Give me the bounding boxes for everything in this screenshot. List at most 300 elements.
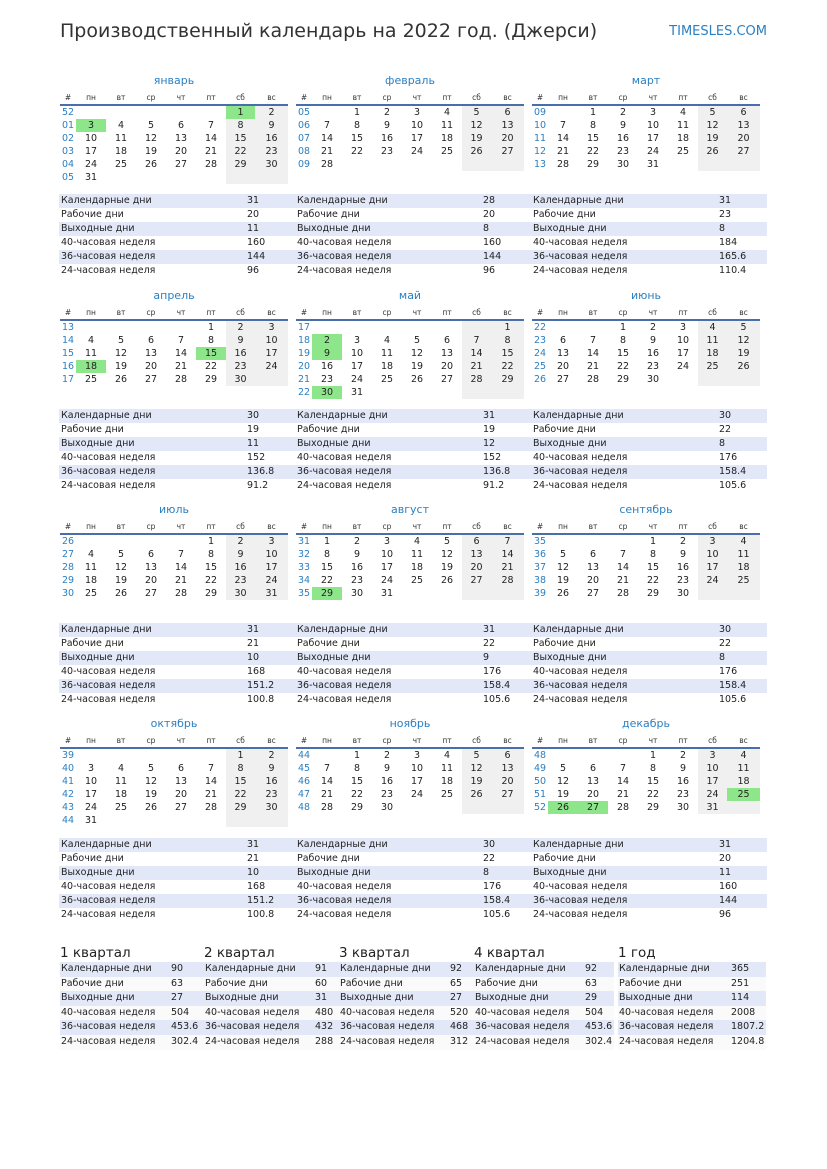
day-cell[interactable]: 11 bbox=[676, 120, 690, 131]
day-cell[interactable]: 11 bbox=[84, 562, 98, 573]
day-cell[interactable]: 29 bbox=[646, 802, 660, 813]
day-cell[interactable]: 11 bbox=[410, 549, 424, 560]
day-cell[interactable]: 30 bbox=[380, 802, 394, 813]
day-cell[interactable]: 2 bbox=[383, 750, 391, 761]
site-logo-link[interactable]: TIMESLES.COM bbox=[669, 24, 767, 39]
day-cell[interactable]: 15 bbox=[226, 775, 255, 788]
day-cell[interactable]: 17 bbox=[84, 789, 98, 800]
day-cell[interactable]: 1 bbox=[589, 107, 597, 118]
day-cell[interactable]: 16 bbox=[255, 775, 288, 788]
day-cell[interactable]: 10 bbox=[698, 762, 727, 775]
day-cell[interactable]: 16 bbox=[255, 132, 288, 145]
day-cell[interactable]: 30 bbox=[616, 159, 630, 170]
day-cell[interactable]: 1 bbox=[353, 107, 361, 118]
day-cell[interactable]: 25 bbox=[727, 788, 760, 801]
day-cell[interactable]: 24 bbox=[380, 575, 394, 586]
day-cell[interactable]: 24 bbox=[410, 146, 424, 157]
day-cell[interactable]: 23 bbox=[616, 146, 630, 157]
day-cell[interactable]: 16 bbox=[676, 776, 690, 787]
day-cell[interactable]: 30 bbox=[255, 158, 288, 171]
day-cell[interactable]: 31 bbox=[380, 588, 394, 599]
day-cell[interactable]: 28 bbox=[616, 588, 630, 599]
day-cell[interactable]: 9 bbox=[649, 335, 657, 346]
day-cell[interactable]: 10 bbox=[255, 334, 288, 347]
day-cell[interactable]: 26 bbox=[144, 159, 158, 170]
day-cell[interactable]: 27 bbox=[491, 145, 524, 158]
day-cell[interactable]: 19 bbox=[144, 789, 158, 800]
day-cell[interactable]: 30 bbox=[226, 587, 255, 600]
day-cell[interactable]: 7 bbox=[462, 334, 491, 347]
day-cell[interactable]: 20 bbox=[440, 361, 454, 372]
day-cell[interactable]: 11 bbox=[727, 762, 760, 775]
day-cell[interactable]: 11 bbox=[440, 763, 454, 774]
day-cell[interactable]: 19 bbox=[556, 789, 570, 800]
day-cell[interactable]: 6 bbox=[443, 335, 451, 346]
day-cell[interactable]: 31 bbox=[698, 801, 727, 814]
day-cell[interactable]: 21 bbox=[462, 360, 491, 373]
day-cell[interactable]: 16 bbox=[676, 562, 690, 573]
day-cell[interactable]: 1 bbox=[323, 536, 331, 547]
day-cell[interactable]: 8 bbox=[353, 763, 361, 774]
day-cell[interactable]: 8 bbox=[619, 335, 627, 346]
day-cell[interactable]: 28 bbox=[174, 588, 188, 599]
day-cell[interactable]: 23 bbox=[255, 788, 288, 801]
day-cell[interactable]: 11 bbox=[727, 548, 760, 561]
day-cell[interactable]: 8 bbox=[207, 335, 215, 346]
day-cell[interactable]: 6 bbox=[177, 120, 185, 131]
day-cell[interactable]: 15 bbox=[616, 348, 630, 359]
day-cell[interactable]: 20 bbox=[491, 775, 524, 788]
day-cell[interactable]: 12 bbox=[727, 334, 760, 347]
day-cell[interactable]: 26 bbox=[144, 802, 158, 813]
day-cell[interactable]: 3 bbox=[679, 322, 687, 333]
day-cell[interactable]: 28 bbox=[320, 159, 334, 170]
day-cell[interactable]: 7 bbox=[207, 763, 215, 774]
day-cell[interactable]: 15 bbox=[350, 776, 364, 787]
day-cell[interactable]: 7 bbox=[177, 549, 185, 560]
day-cell[interactable]: 16 bbox=[380, 776, 394, 787]
day-cell[interactable]: 20 bbox=[727, 132, 760, 145]
day-cell[interactable]: 6 bbox=[147, 335, 155, 346]
day-cell[interactable]: 18 bbox=[440, 776, 454, 787]
day-cell[interactable]: 18 bbox=[380, 361, 394, 372]
day-cell[interactable]: 9 bbox=[383, 120, 391, 131]
day-cell[interactable]: 26 bbox=[556, 588, 570, 599]
day-cell[interactable]: 11 bbox=[380, 348, 394, 359]
day-cell[interactable]: 19 bbox=[410, 361, 424, 372]
day-cell[interactable]: 12 bbox=[698, 119, 727, 132]
day-cell[interactable]: 15 bbox=[646, 562, 660, 573]
day-cell[interactable]: 28 bbox=[556, 159, 570, 170]
day-cell[interactable]: 26 bbox=[462, 145, 491, 158]
day-cell[interactable]: 12 bbox=[462, 119, 491, 132]
day-cell[interactable]: 24 bbox=[84, 159, 98, 170]
day-cell[interactable]: 2 bbox=[679, 750, 687, 761]
day-cell[interactable]: 3 bbox=[255, 534, 288, 548]
day-cell[interactable]: 2 bbox=[226, 534, 255, 548]
day-cell[interactable]: 27 bbox=[440, 374, 454, 385]
day-cell[interactable]: 19 bbox=[114, 575, 128, 586]
day-cell[interactable]: 21 bbox=[586, 361, 600, 372]
day-cell[interactable]: 3 bbox=[413, 750, 421, 761]
day-cell[interactable]: 24 bbox=[676, 361, 690, 372]
day-cell[interactable]: 2 bbox=[383, 107, 391, 118]
day-cell[interactable]: 28 bbox=[204, 159, 218, 170]
day-cell[interactable]: 9 bbox=[619, 120, 627, 131]
day-cell[interactable]: 19 bbox=[727, 347, 760, 360]
day-cell[interactable]: 12 bbox=[114, 348, 128, 359]
day-cell[interactable]: 8 bbox=[353, 120, 361, 131]
day-cell[interactable]: 29 bbox=[204, 588, 218, 599]
day-cell[interactable]: 10 bbox=[255, 548, 288, 561]
day-cell[interactable]: 8 bbox=[323, 549, 331, 560]
day-cell[interactable]: 3 bbox=[255, 320, 288, 334]
day-cell[interactable]: 10 bbox=[84, 776, 98, 787]
day-cell[interactable]: 8 bbox=[207, 549, 215, 560]
day-cell[interactable]: 12 bbox=[462, 762, 491, 775]
day-cell[interactable]: 14 bbox=[204, 776, 218, 787]
day-cell[interactable]: 25 bbox=[676, 146, 690, 157]
day-cell[interactable]: 26 bbox=[462, 788, 491, 801]
day-cell[interactable]: 3 bbox=[649, 107, 657, 118]
day-cell[interactable]: 23 bbox=[380, 146, 394, 157]
day-cell[interactable]: 12 bbox=[144, 133, 158, 144]
day-cell[interactable]: 19 bbox=[440, 562, 454, 573]
day-cell[interactable]: 7 bbox=[619, 549, 627, 560]
day-cell[interactable]: 27 bbox=[144, 374, 158, 385]
day-cell[interactable]: 23 bbox=[350, 575, 364, 586]
day-cell[interactable]: 20 bbox=[491, 132, 524, 145]
day-cell[interactable]: 21 bbox=[616, 789, 630, 800]
day-cell[interactable]: 3 bbox=[413, 107, 421, 118]
day-cell[interactable]: 2 bbox=[226, 320, 255, 334]
day-cell[interactable]: 27 bbox=[462, 574, 491, 587]
day-cell[interactable]: 4 bbox=[117, 763, 125, 774]
day-cell[interactable]: 21 bbox=[616, 575, 630, 586]
day-cell[interactable]: 5 bbox=[147, 763, 155, 774]
day-cell[interactable]: 4 bbox=[87, 335, 95, 346]
day-cell[interactable]: 20 bbox=[586, 789, 600, 800]
day-cell[interactable]: 13 bbox=[491, 119, 524, 132]
day-cell[interactable]: 23 bbox=[255, 145, 288, 158]
day-cell[interactable]: 7 bbox=[323, 763, 331, 774]
day-cell[interactable]: 24 bbox=[255, 360, 288, 373]
day-cell[interactable]: 30 bbox=[646, 374, 660, 385]
day-cell[interactable]: 13 bbox=[556, 348, 570, 359]
day-cell[interactable]: 3 bbox=[353, 335, 361, 346]
day-cell[interactable]: 13 bbox=[174, 776, 188, 787]
day-cell[interactable]: 9 bbox=[255, 762, 288, 775]
day-cell[interactable]: 27 bbox=[174, 159, 188, 170]
day-cell[interactable]: 4 bbox=[413, 536, 421, 547]
day-cell[interactable]: 21 bbox=[174, 361, 188, 372]
day-cell[interactable]: 17 bbox=[84, 146, 98, 157]
day-cell[interactable]: 17 bbox=[698, 561, 727, 574]
day-cell[interactable]: 8 bbox=[589, 120, 597, 131]
day-cell[interactable]: 15 bbox=[586, 133, 600, 144]
day-cell[interactable]: 17 bbox=[255, 347, 288, 360]
day-cell[interactable]: 13 bbox=[174, 133, 188, 144]
day-cell[interactable]: 17 bbox=[410, 776, 424, 787]
day-cell[interactable]: 24 bbox=[84, 802, 98, 813]
day-cell[interactable]: 13 bbox=[144, 562, 158, 573]
day-cell[interactable]: 22 bbox=[204, 575, 218, 586]
day-cell[interactable]: 26 bbox=[698, 145, 727, 158]
day-cell[interactable]: 22 bbox=[586, 146, 600, 157]
day-cell[interactable]: 17 bbox=[380, 562, 394, 573]
day-cell[interactable]: 15 bbox=[320, 562, 334, 573]
day-cell[interactable]: 19 bbox=[114, 361, 128, 372]
day-cell[interactable]: 6 bbox=[147, 549, 155, 560]
day-cell[interactable]: 10 bbox=[84, 133, 98, 144]
day-cell[interactable]: 26 bbox=[114, 588, 128, 599]
day-cell[interactable]: 18 bbox=[410, 562, 424, 573]
day-cell[interactable]: 15 bbox=[196, 347, 226, 360]
day-cell[interactable]: 22 bbox=[226, 145, 255, 158]
day-cell[interactable]: 10 bbox=[380, 549, 394, 560]
day-cell[interactable]: 11 bbox=[698, 334, 727, 347]
day-cell[interactable]: 11 bbox=[440, 120, 454, 131]
day-cell[interactable]: 7 bbox=[491, 534, 524, 548]
day-cell[interactable]: 28 bbox=[491, 574, 524, 587]
day-cell[interactable]: 27 bbox=[491, 788, 524, 801]
day-cell[interactable]: 11 bbox=[84, 348, 98, 359]
day-cell[interactable]: 12 bbox=[144, 776, 158, 787]
day-cell[interactable]: 23 bbox=[676, 575, 690, 586]
day-cell[interactable]: 19 bbox=[462, 132, 491, 145]
day-cell[interactable]: 23 bbox=[646, 361, 660, 372]
day-cell[interactable]: 26 bbox=[727, 360, 760, 373]
day-cell[interactable]: 14 bbox=[491, 548, 524, 561]
day-cell[interactable]: 6 bbox=[177, 763, 185, 774]
day-cell[interactable]: 24 bbox=[698, 574, 727, 587]
day-cell[interactable]: 5 bbox=[462, 748, 491, 762]
day-cell[interactable]: 28 bbox=[616, 802, 630, 813]
day-cell[interactable]: 21 bbox=[320, 789, 334, 800]
day-cell[interactable]: 20 bbox=[462, 561, 491, 574]
day-cell[interactable]: 17 bbox=[410, 133, 424, 144]
day-cell[interactable]: 15 bbox=[646, 776, 660, 787]
day-cell[interactable]: 19 bbox=[462, 775, 491, 788]
day-cell[interactable]: 14 bbox=[556, 133, 570, 144]
day-cell[interactable]: 5 bbox=[462, 105, 491, 119]
day-cell[interactable]: 15 bbox=[226, 132, 255, 145]
day-cell[interactable]: 23 bbox=[320, 374, 334, 385]
day-cell[interactable]: 5 bbox=[559, 763, 567, 774]
day-cell[interactable]: 29 bbox=[491, 373, 524, 386]
day-cell[interactable]: 4 bbox=[117, 120, 125, 131]
day-cell[interactable]: 25 bbox=[114, 802, 128, 813]
day-cell[interactable]: 27 bbox=[578, 801, 608, 814]
day-cell[interactable]: 2 bbox=[312, 334, 342, 347]
day-cell[interactable]: 5 bbox=[727, 320, 760, 334]
day-cell[interactable]: 10 bbox=[410, 120, 424, 131]
day-cell[interactable]: 21 bbox=[174, 575, 188, 586]
day-cell[interactable]: 30 bbox=[226, 373, 255, 386]
day-cell[interactable]: 4 bbox=[383, 335, 391, 346]
day-cell[interactable]: 16 bbox=[350, 562, 364, 573]
day-cell[interactable]: 30 bbox=[255, 801, 288, 814]
day-cell[interactable]: 14 bbox=[462, 347, 491, 360]
day-cell[interactable]: 22 bbox=[226, 788, 255, 801]
day-cell[interactable]: 17 bbox=[646, 133, 660, 144]
day-cell[interactable]: 29 bbox=[646, 588, 660, 599]
day-cell[interactable]: 21 bbox=[204, 146, 218, 157]
day-cell[interactable]: 5 bbox=[559, 549, 567, 560]
day-cell[interactable]: 18 bbox=[676, 133, 690, 144]
day-cell[interactable]: 13 bbox=[440, 348, 454, 359]
day-cell[interactable]: 12 bbox=[556, 562, 570, 573]
day-cell[interactable]: 20 bbox=[174, 789, 188, 800]
day-cell[interactable]: 17 bbox=[350, 361, 364, 372]
day-cell[interactable]: 7 bbox=[207, 120, 215, 131]
day-cell[interactable]: 14 bbox=[320, 133, 334, 144]
day-cell[interactable]: 1 bbox=[226, 105, 255, 119]
day-cell[interactable]: 20 bbox=[556, 361, 570, 372]
day-cell[interactable]: 29 bbox=[226, 158, 255, 171]
day-cell[interactable]: 23 bbox=[380, 789, 394, 800]
day-cell[interactable]: 31 bbox=[350, 387, 364, 398]
day-cell[interactable]: 4 bbox=[443, 750, 451, 761]
day-cell[interactable]: 26 bbox=[440, 575, 454, 586]
day-cell[interactable]: 18 bbox=[727, 775, 760, 788]
day-cell[interactable]: 16 bbox=[380, 133, 394, 144]
day-cell[interactable]: 20 bbox=[144, 575, 158, 586]
day-cell[interactable]: 18 bbox=[84, 575, 98, 586]
day-cell[interactable]: 8 bbox=[491, 334, 524, 347]
day-cell[interactable]: 1 bbox=[353, 750, 361, 761]
day-cell[interactable]: 16 bbox=[320, 361, 334, 372]
day-cell[interactable]: 14 bbox=[204, 133, 218, 144]
day-cell[interactable]: 17 bbox=[255, 561, 288, 574]
day-cell[interactable]: 11 bbox=[114, 776, 128, 787]
day-cell[interactable]: 9 bbox=[226, 334, 255, 347]
day-cell[interactable]: 4 bbox=[679, 107, 687, 118]
day-cell[interactable]: 21 bbox=[491, 561, 524, 574]
day-cell[interactable]: 12 bbox=[440, 549, 454, 560]
day-cell[interactable]: 20 bbox=[144, 361, 158, 372]
day-cell[interactable]: 16 bbox=[226, 347, 255, 360]
day-cell[interactable]: 10 bbox=[698, 548, 727, 561]
day-cell[interactable]: 24 bbox=[350, 374, 364, 385]
day-cell[interactable]: 18 bbox=[698, 347, 727, 360]
day-cell[interactable]: 20 bbox=[174, 146, 188, 157]
day-cell[interactable]: 24 bbox=[410, 789, 424, 800]
day-cell[interactable]: 25 bbox=[84, 374, 98, 385]
day-cell[interactable]: 13 bbox=[727, 119, 760, 132]
day-cell[interactable]: 22 bbox=[646, 575, 660, 586]
day-cell[interactable]: 13 bbox=[491, 762, 524, 775]
day-cell[interactable]: 26 bbox=[114, 374, 128, 385]
day-cell[interactable]: 12 bbox=[410, 348, 424, 359]
day-cell[interactable]: 23 bbox=[226, 360, 255, 373]
day-cell[interactable]: 1 bbox=[207, 322, 215, 333]
day-cell[interactable]: 23 bbox=[226, 574, 255, 587]
day-cell[interactable]: 27 bbox=[586, 588, 600, 599]
day-cell[interactable]: 30 bbox=[676, 588, 690, 599]
day-cell[interactable]: 9 bbox=[679, 763, 687, 774]
day-cell[interactable]: 9 bbox=[226, 548, 255, 561]
day-cell[interactable]: 13 bbox=[144, 348, 158, 359]
day-cell[interactable]: 5 bbox=[147, 120, 155, 131]
day-cell[interactable]: 25 bbox=[84, 588, 98, 599]
day-cell[interactable]: 19 bbox=[698, 132, 727, 145]
day-cell[interactable]: 29 bbox=[226, 801, 255, 814]
day-cell[interactable]: 4 bbox=[443, 107, 451, 118]
day-cell[interactable]: 9 bbox=[255, 119, 288, 132]
day-cell[interactable]: 17 bbox=[676, 348, 690, 359]
day-cell[interactable]: 3 bbox=[76, 119, 106, 132]
day-cell[interactable]: 25 bbox=[114, 159, 128, 170]
day-cell[interactable]: 29 bbox=[312, 587, 342, 600]
day-cell[interactable]: 22 bbox=[350, 789, 364, 800]
day-cell[interactable]: 8 bbox=[226, 119, 255, 132]
day-cell[interactable]: 27 bbox=[144, 588, 158, 599]
day-cell[interactable]: 31 bbox=[646, 159, 660, 170]
day-cell[interactable]: 1 bbox=[491, 320, 524, 334]
day-cell[interactable]: 18 bbox=[440, 133, 454, 144]
day-cell[interactable]: 10 bbox=[646, 120, 660, 131]
day-cell[interactable]: 2 bbox=[255, 105, 288, 119]
day-cell[interactable]: 15 bbox=[491, 347, 524, 360]
day-cell[interactable]: 10 bbox=[410, 763, 424, 774]
day-cell[interactable]: 9 bbox=[312, 347, 342, 360]
day-cell[interactable]: 1 bbox=[226, 748, 255, 762]
day-cell[interactable]: 29 bbox=[586, 159, 600, 170]
day-cell[interactable]: 20 bbox=[586, 575, 600, 586]
day-cell[interactable]: 1 bbox=[207, 536, 215, 547]
day-cell[interactable]: 11 bbox=[114, 133, 128, 144]
day-cell[interactable]: 1 bbox=[619, 322, 627, 333]
day-cell[interactable]: 28 bbox=[204, 802, 218, 813]
day-cell[interactable]: 22 bbox=[204, 361, 218, 372]
day-cell[interactable]: 5 bbox=[698, 105, 727, 119]
day-cell[interactable]: 22 bbox=[350, 146, 364, 157]
day-cell[interactable]: 14 bbox=[320, 776, 334, 787]
day-cell[interactable]: 10 bbox=[676, 335, 690, 346]
day-cell[interactable]: 25 bbox=[698, 360, 727, 373]
day-cell[interactable]: 4 bbox=[727, 748, 760, 762]
day-cell[interactable]: 25 bbox=[440, 789, 454, 800]
day-cell[interactable]: 3 bbox=[87, 763, 95, 774]
day-cell[interactable]: 5 bbox=[117, 549, 125, 560]
day-cell[interactable]: 10 bbox=[350, 348, 364, 359]
day-cell[interactable]: 7 bbox=[559, 120, 567, 131]
day-cell[interactable]: 6 bbox=[559, 335, 567, 346]
day-cell[interactable]: 14 bbox=[616, 562, 630, 573]
day-cell[interactable]: 28 bbox=[462, 373, 491, 386]
day-cell[interactable]: 4 bbox=[87, 549, 95, 560]
day-cell[interactable]: 23 bbox=[676, 789, 690, 800]
day-cell[interactable]: 25 bbox=[380, 374, 394, 385]
day-cell[interactable]: 4 bbox=[727, 534, 760, 548]
day-cell[interactable]: 1 bbox=[649, 750, 657, 761]
day-cell[interactable]: 3 bbox=[698, 748, 727, 762]
day-cell[interactable]: 7 bbox=[323, 120, 331, 131]
day-cell[interactable]: 8 bbox=[226, 762, 255, 775]
day-cell[interactable]: 18 bbox=[76, 360, 106, 373]
day-cell[interactable]: 14 bbox=[174, 348, 188, 359]
day-cell[interactable]: 18 bbox=[114, 146, 128, 157]
day-cell[interactable]: 31 bbox=[84, 815, 98, 826]
day-cell[interactable]: 30 bbox=[350, 588, 364, 599]
day-cell[interactable]: 8 bbox=[649, 763, 657, 774]
day-cell[interactable]: 19 bbox=[144, 146, 158, 157]
day-cell[interactable]: 16 bbox=[616, 133, 630, 144]
day-cell[interactable]: 25 bbox=[440, 146, 454, 157]
day-cell[interactable]: 9 bbox=[679, 549, 687, 560]
day-cell[interactable]: 2 bbox=[353, 536, 361, 547]
